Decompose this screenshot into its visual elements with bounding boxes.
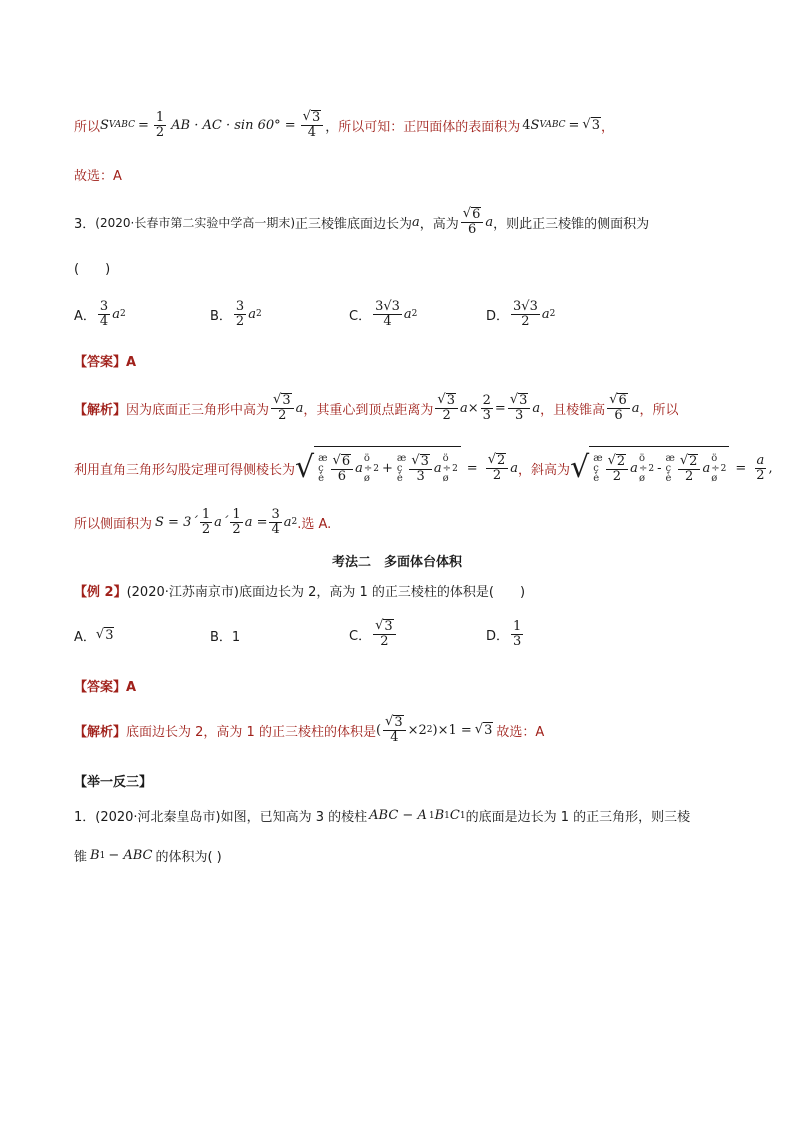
jiexi-text-4: ，所以 <box>639 402 679 418</box>
math-eq2: = <box>568 117 580 133</box>
practice-1-line-2: 锥 B 1 − ABC 的体积为( ) <box>74 848 222 865</box>
practice-1-text-2: 的底面是边长为 1 的正三角形，则三棱 <box>465 810 691 825</box>
answer-2-label: 【答案】A <box>74 680 137 695</box>
q3-paren: ( ) <box>74 262 111 277</box>
jiexi-2-label: 【解析】 <box>74 724 127 740</box>
frac-r6-6: √ 6 6 <box>461 207 484 236</box>
jiexi-text-6: ，斜高为 <box>518 462 571 478</box>
jiexi-line-2: 利用直角三角形勾股定理可得侧棱长为 √ æ ç è √ 6 6 a ö ÷ ø 2 + æ ç è √ 3 3 a ö ÷ ø 2 = √ 2 2 a ，斜高为 √ æ ç è √ 2 2 a ö ÷ ø 2 - æ ç è √ 2 2 a ö ÷ ø 2 = $\frac{a}{2}$ , <box>74 442 773 494</box>
ex2-option-c[interactable]: C． √ 3 2 <box>349 612 398 656</box>
q3-text1: 正三棱锥底面边长为 <box>295 216 413 232</box>
jiexi-text-5: 利用直角三角形勾股定理可得侧棱长为 <box>74 462 296 478</box>
jiexi-line-3: 所以侧面积为 S = 3´ $\frac{1}{2}$ a´ $\frac{1}{2}$ a = $\frac{3}{4}$ a 2 .选 A. <box>74 506 332 537</box>
q3-text2: ，高为 <box>419 216 459 232</box>
jiexi-line-1: 【解析】 因为底面正三角形中高为 √ 3 2 a ，其重心到顶点距离为 √ 3 2 a × $\frac{2}{3}$ = √ 3 3 a ，且棱锥高 √ 6 6 a ，所以 <box>74 392 679 423</box>
answer-label: 【答案】A <box>74 355 137 370</box>
section-title: 考法二 多面体台体积 <box>331 555 462 570</box>
jiexi-text-7: 所以侧面积为 <box>74 516 153 532</box>
math-sqrt3: √ 3 <box>582 117 600 133</box>
q3-num: 3． <box>74 216 96 232</box>
math-eq: = <box>137 117 149 133</box>
practice-1-line-1: 1．(2020·河北秦皇岛市)如图，已知高为 3 的棱柱 ABC − A 1 B 1 C 1 的底面是边长为 1 的正三角形，则三棱 <box>74 808 691 825</box>
jiexi-2-text: 底面边长为 2，高为 1 的正三棱柱的体积是 <box>126 724 376 740</box>
math-S2-sub: VABC <box>539 120 566 130</box>
lateral-edge-root: √ æ ç è √ 6 6 a ö ÷ ø 2 + æ ç è √ 3 3 a ö ÷ ø 2 <box>295 446 461 490</box>
comma-end: ， <box>601 119 615 135</box>
q3-option-a[interactable]: A． $\frac{3}{4}$ a 2 <box>74 298 126 329</box>
math-a: a <box>412 214 420 230</box>
q3-source: (2020·长春市第二实验中学高一期末) <box>95 215 295 230</box>
math-expr: AB · AC · sin 60° = <box>171 117 296 133</box>
select-a-line: 故选：A <box>74 169 122 184</box>
jiexi-label: 【解析】 <box>74 402 127 418</box>
math-S: S <box>100 117 109 133</box>
question-3 <box>74 200 649 244</box>
text-conclusion: 所以可知：正四面体的表面积为 <box>338 119 521 135</box>
practice-1-text-1: 1．(2020·河北秦皇岛市)如图，已知高为 3 的棱柱 <box>74 810 368 825</box>
math-S2: S <box>530 117 540 133</box>
comma: ， <box>325 119 339 135</box>
q3-option-c[interactable]: C． $\frac{3√3}{4}$ a 2 <box>349 298 418 329</box>
math-4: 4 <box>522 117 531 133</box>
q3-text3: ，则此正三棱锥的侧面积为 <box>493 216 650 232</box>
jiexi-2-line: 【解析】 底面边长为 2，高为 1 的正三棱柱的体积是 ( √ 3 4 ×2 2 )×1 = √ 3 故选：A <box>74 714 545 745</box>
jiexi-2-select: 故选：A <box>496 724 545 740</box>
math-a2: a <box>485 214 494 230</box>
jiexi-text-2: ，其重心到顶点距离为 <box>303 402 434 418</box>
juyi-label: 【举一反三】 <box>74 775 153 790</box>
solution-line-surface-area <box>74 103 614 147</box>
example-2 <box>74 581 525 600</box>
q3-option-b[interactable]: B． $\frac{3}{2}$ a 2 <box>210 298 262 329</box>
frac-r3-4: √ 3 4 <box>301 110 324 139</box>
frac-half: $\frac{1}{2}$ <box>155 109 165 140</box>
ex2-option-b[interactable]: B．1 <box>210 629 241 645</box>
ex2-option-d[interactable]: D． $\frac{1}{3}$ <box>486 618 522 649</box>
jiexi-text-3: ，且棱锥高 <box>540 402 606 418</box>
text-prefix: 所以 <box>74 119 101 135</box>
jiexi-text-1: 因为底面正三角形中高为 <box>126 402 270 418</box>
practice-1-text-4: 的体积为( ) <box>155 850 222 865</box>
jiexi-text-8: .选 A. <box>297 516 332 532</box>
ex2-option-a[interactable]: A． √ 3 <box>74 627 114 645</box>
example-2-text: (2020·江苏南京市)底面边长为 2，高为 1 的正三棱柱的体积是( ) <box>126 585 526 600</box>
slant-height-root: √ æ ç è √ 2 2 a ö ÷ ø 2 - æ ç è √ 2 2 a ö ÷ ø 2 <box>570 446 729 490</box>
example-2-label: 【例 2】 <box>74 585 127 600</box>
math-S-sub: VABC <box>108 120 135 130</box>
q3-option-d[interactable]: D． $\frac{3√3}{2}$ a 2 <box>486 298 556 329</box>
